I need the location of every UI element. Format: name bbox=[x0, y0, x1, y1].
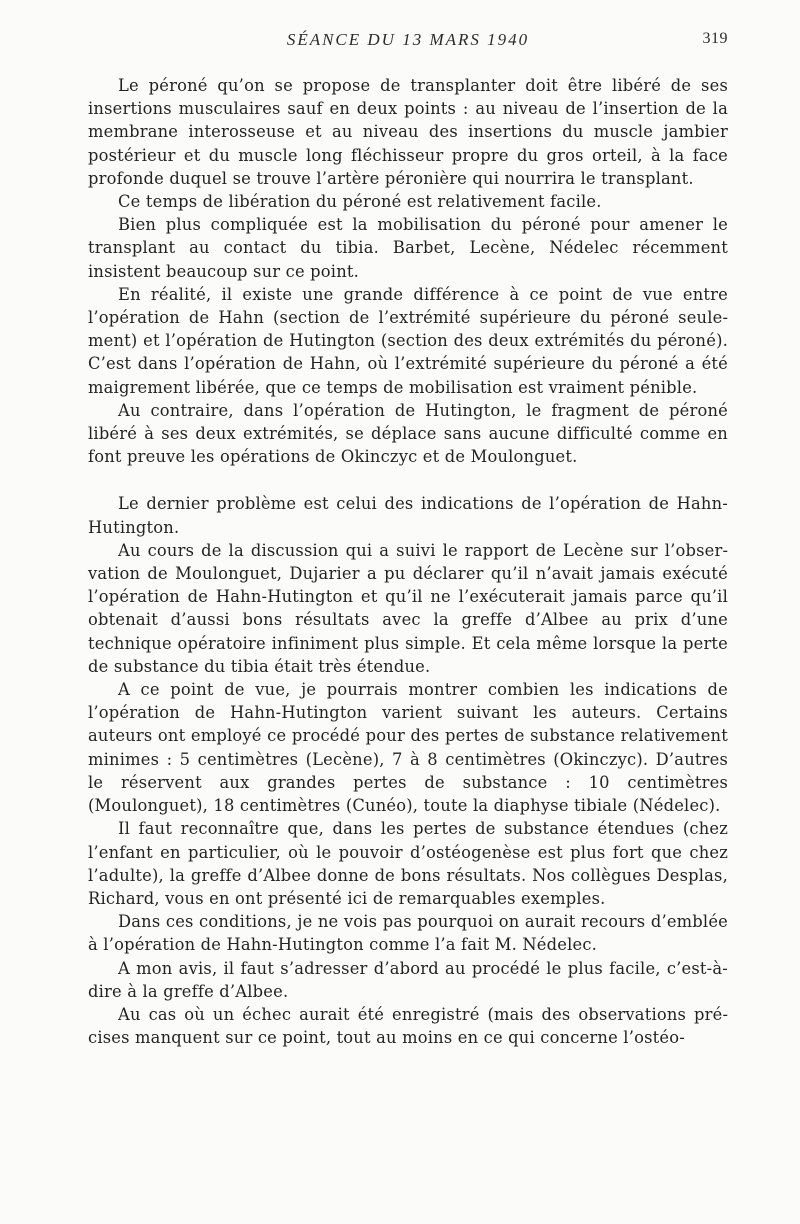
paragraph: Il faut reconnaître que, dans les pertes de substance étendues (chez l’enfant en particulier, où le pouvoir d’ostéogenèse est plus fort que chez l’adulte), la greffe d’Albee donne de bons résultats. Nos collègues Desplas, Richard, vous en ont présenté ici de remarquables exemples. bbox=[88, 819, 728, 908]
running-title: SÉANCE DU 13 MARS 1940 bbox=[286, 30, 530, 49]
paragraph: Dans ces conditions, je ne vois pas pourquoi on aurait recours d’emblée à l’opération de Hahn-Hutington comme l’a fait M. Nédelec. bbox=[88, 912, 728, 955]
running-head bbox=[88, 30, 728, 58]
body-text bbox=[88, 74, 728, 1049]
paragraph: Le péroné qu’on se propose de transplanter doit être libéré de ses insertions musculaires sauf en deux points : au niveau de l’insertion de la membrane interosseuse et au niveau des insertions du muscle jambier postérieur et du muscle long fléchisseur propre du gros orteil, à la face profonde duquel se trouve l’artère péronière qui nourrira le transplant. bbox=[88, 76, 728, 188]
paragraph: Le dernier problème est celui des indications de l’opération de Hahn-Hutington. bbox=[88, 494, 728, 537]
paragraph: Ce temps de libération du péroné est relativement facile. bbox=[118, 192, 602, 212]
paragraph: En réalité, il existe une grande différence à ce point de vue entre l’opération de Hahn (section de l’extrémité supérieure du péroné seulement) et l’opération de Hutington (section des deux extrémités du péroné). C’est dans l’opération de Hahn, où l’extrémité supérieure du péroné a été maigrement libérée, que ce temps de mobilisation est vraiment pénible. bbox=[88, 284, 728, 397]
paragraph: A ce point de vue, je pourrais montrer combien les indications de l’opération de Hahn-Hutington varient suivant les auteurs. Certains auteurs ont employé ce procédé pour des pertes de substance relativement minimes : 5 centimètres (Lecène), 7 à 8 centimètres (Okinczyc). D’autres le réservent aux grandes pertes de substance : 10 centimètres (Moulonguet), 18 centimètres (Cunéo), toute la diaphyse tibiale (Nédelec). bbox=[88, 680, 728, 816]
paragraph: Au cours de la discussion qui a suivi le rapport de Lecène sur l’observation de Moulonguet, Dujarier a pu déclarer qu’il n’avait jamais exécuté l’opération de Hahn-Hutington et qu’il ne l’exécuterait jamais parce qu’il obtenait d’aussi bons résultats avec la greffe d’Albee au prix d’une technique opératoire infiniment plus simple. Et cela même lorsque la perte de substance du tibia était très étendue. bbox=[88, 540, 728, 676]
section-break bbox=[88, 468, 728, 492]
page-number: 319 bbox=[702, 30, 728, 47]
paragraph: Bien plus compliquée est la mobilisation du péroné pour amener le transplant au contact du tibia. Barbet, Lecène, Nédelec récemment insistent beaucoup sur ce point. bbox=[88, 215, 728, 281]
paragraph: Au contraire, dans l’opération de Hutington, le fragment de péroné libéré à ses deux extrémités, se déplace sans aucune difficulté comme en font preuve les opérations de Okinczyc et de Moulonguet. bbox=[88, 400, 728, 467]
paragraph: Au cas où un échec aurait été enregistré (mais des observations précises manquent sur ce point, tout au moins en ce qui concerne l’ostéo- bbox=[88, 1004, 728, 1048]
paragraph: A mon avis, il faut s’adresser d’abord au procédé le plus facile, c’est-à-dire à la greffe d’Albee. bbox=[88, 958, 728, 1001]
